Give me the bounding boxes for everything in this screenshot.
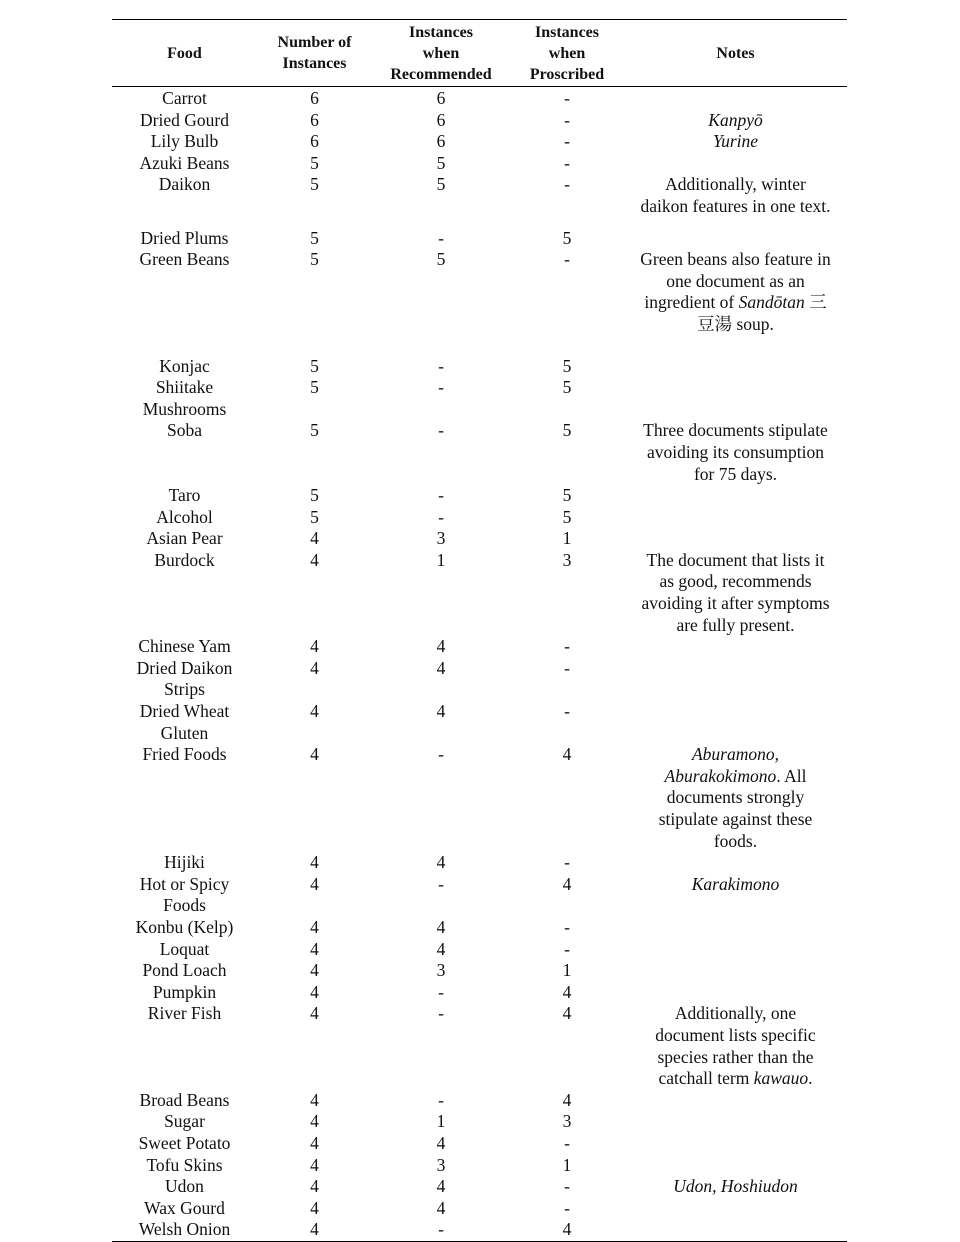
note-term: kawauo bbox=[753, 1068, 809, 1089]
cell-food: Pond Loach bbox=[142, 960, 227, 981]
cell-proscribed: - bbox=[564, 174, 570, 195]
table-row bbox=[112, 960, 847, 982]
cell-food: Taro bbox=[168, 485, 201, 506]
table-body bbox=[112, 87, 847, 1241]
cell-number: 4 bbox=[310, 1197, 319, 1218]
cell-food: Asian Pear bbox=[146, 528, 223, 549]
cell-number: 5 bbox=[310, 152, 319, 173]
cell-recommended: 1 bbox=[436, 1111, 446, 1132]
cell-number: 4 bbox=[310, 873, 319, 894]
cell-recommended: 4 bbox=[436, 1132, 446, 1153]
cell-number: 4 bbox=[310, 657, 319, 678]
cell-proscribed: 5 bbox=[562, 355, 572, 376]
cell-proscribed: - bbox=[564, 916, 570, 937]
cell-food: River Fish bbox=[147, 1003, 222, 1024]
table-row bbox=[112, 1090, 847, 1112]
cell-proscribed: 4 bbox=[562, 1003, 572, 1024]
cell-recommended: - bbox=[438, 1089, 444, 1110]
cell-number: 6 bbox=[310, 131, 319, 152]
cell-note: Udon, Hoshiudon bbox=[673, 1176, 798, 1197]
cell-recommended: 4 bbox=[436, 636, 446, 657]
cell-proscribed: 3 bbox=[562, 549, 572, 570]
cell-recommended: - bbox=[438, 744, 444, 765]
cell-recommended: 5 bbox=[436, 152, 446, 173]
table-row bbox=[112, 744, 847, 852]
cell-food: Hot or Spicy Foods bbox=[139, 873, 230, 916]
cell-food: Daikon bbox=[158, 174, 211, 195]
cell-food: Loquat bbox=[159, 938, 210, 959]
cell-recommended: - bbox=[438, 420, 444, 441]
cell-number: 4 bbox=[310, 916, 319, 937]
cell-number: 5 bbox=[310, 249, 319, 270]
cell-note bbox=[624, 744, 847, 852]
cell-food: Dried Gourd bbox=[140, 109, 229, 130]
cell-proscribed: 4 bbox=[562, 744, 572, 765]
cell-food: Soba bbox=[167, 420, 202, 441]
cell-number: 4 bbox=[310, 1111, 319, 1132]
cell-proscribed: 5 bbox=[562, 485, 572, 506]
cell-number: 6 bbox=[310, 88, 319, 108]
cell-food: Azuki Beans bbox=[139, 152, 230, 173]
cell-proscribed: - bbox=[564, 88, 570, 108]
cell-recommended: 5 bbox=[436, 174, 446, 195]
cell-proscribed: 4 bbox=[562, 981, 572, 1002]
table-row bbox=[112, 356, 847, 378]
note-term: Sandōtan bbox=[738, 292, 805, 313]
cell-number: 4 bbox=[310, 981, 319, 1002]
cell-proscribed: - bbox=[564, 1176, 570, 1197]
cell-food: Shiitake Mushrooms bbox=[142, 377, 227, 419]
cell-recommended: 4 bbox=[436, 1176, 446, 1197]
cell-recommended: - bbox=[438, 981, 444, 1002]
note-text: . All documents strongly stipulate against these foods. bbox=[658, 765, 813, 851]
cell-proscribed: - bbox=[564, 852, 570, 873]
cell-note: Yurine bbox=[712, 131, 759, 152]
cell-proscribed: 1 bbox=[562, 1154, 572, 1175]
cell-proscribed: - bbox=[564, 109, 570, 130]
table-row bbox=[112, 131, 847, 153]
cell-food: Dried Plums bbox=[140, 227, 229, 248]
cell-number: 4 bbox=[310, 960, 319, 981]
cell-number: 4 bbox=[310, 1003, 319, 1024]
cell-proscribed: 1 bbox=[562, 960, 572, 981]
table-row bbox=[112, 917, 847, 939]
table-row bbox=[112, 701, 847, 744]
cell-food: Fried Foods bbox=[142, 744, 227, 765]
table-row bbox=[112, 420, 847, 485]
table-row bbox=[112, 636, 847, 658]
cell-food: Konjac bbox=[159, 355, 210, 376]
cell-recommended: 4 bbox=[436, 916, 446, 937]
cell-recommended: - bbox=[438, 377, 444, 398]
cell-proscribed: - bbox=[564, 1132, 570, 1153]
note-text: 三 豆湯 soup. bbox=[697, 292, 827, 334]
cell-proscribed: - bbox=[564, 131, 570, 152]
cell-food: Konbu (Kelp) bbox=[135, 916, 234, 937]
cell-food: Sugar bbox=[164, 1111, 205, 1132]
cell-recommended: 5 bbox=[436, 249, 446, 270]
cell-number: 6 bbox=[310, 109, 319, 130]
note-term: Aburamono, Aburakokimono bbox=[664, 744, 779, 786]
cell-number: 4 bbox=[310, 1089, 319, 1110]
table-row bbox=[112, 528, 847, 550]
cell-proscribed: - bbox=[564, 938, 570, 959]
cell-food: Lily Bulb bbox=[150, 131, 219, 152]
cell-recommended: - bbox=[438, 1003, 444, 1024]
note-text: Additionally, one document lists specific species rather than the catchall term bbox=[655, 1003, 816, 1089]
cell-number: 4 bbox=[310, 852, 319, 873]
cell-food: Wax Gourd bbox=[144, 1197, 225, 1218]
cell-proscribed: - bbox=[564, 152, 570, 173]
cell-recommended: 3 bbox=[436, 1154, 446, 1175]
cell-recommended: 4 bbox=[436, 938, 446, 959]
table-row bbox=[112, 88, 847, 110]
table-row bbox=[112, 658, 847, 701]
header-notes: Notes bbox=[716, 44, 755, 62]
cell-number: 4 bbox=[310, 1176, 319, 1197]
cell-recommended: 3 bbox=[436, 528, 446, 549]
note-text: . bbox=[808, 1068, 813, 1089]
note-text: Green beans also feature in one document as an ingredient of bbox=[640, 249, 831, 313]
cell-proscribed: 4 bbox=[562, 1089, 572, 1110]
cell-proscribed: - bbox=[564, 657, 570, 678]
cell-recommended: 6 bbox=[436, 131, 446, 152]
cell-recommended: 3 bbox=[436, 960, 446, 981]
cell-food: Dried Daikon Strips bbox=[136, 657, 233, 700]
cell-recommended: 4 bbox=[436, 701, 446, 722]
cell-recommended: 6 bbox=[436, 109, 446, 130]
table-row bbox=[112, 153, 847, 175]
cell-recommended: 4 bbox=[436, 1197, 446, 1218]
cell-food: Alcohol bbox=[156, 506, 213, 527]
cell-proscribed: - bbox=[564, 701, 570, 722]
cell-food: Hijiki bbox=[164, 852, 205, 873]
cell-note bbox=[624, 249, 847, 335]
cell-food: Carrot bbox=[162, 88, 207, 108]
cell-food: Sweet Potato bbox=[138, 1132, 231, 1153]
table-row bbox=[112, 852, 847, 874]
cell-proscribed: 5 bbox=[562, 506, 572, 527]
cell-note: Three documents stipulate avoiding its consumption for 75 days. bbox=[643, 420, 828, 484]
cell-food: Burdock bbox=[154, 549, 215, 570]
cell-number: 4 bbox=[310, 528, 319, 549]
cell-number: 4 bbox=[310, 1132, 319, 1153]
cell-proscribed: - bbox=[564, 1197, 570, 1218]
cell-food: Pumpkin bbox=[152, 981, 217, 1002]
table-row bbox=[112, 249, 847, 335]
cell-number: 5 bbox=[310, 355, 319, 376]
cell-number: 5 bbox=[310, 227, 319, 248]
cell-note: Additionally, winter daikon features in one text. bbox=[640, 174, 831, 216]
cell-number: 5 bbox=[310, 174, 319, 195]
table-row bbox=[112, 485, 847, 507]
cell-number: 5 bbox=[310, 506, 319, 527]
cell-food: Tofu Skins bbox=[146, 1154, 223, 1175]
table-row bbox=[112, 1155, 847, 1177]
cell-proscribed: 5 bbox=[562, 377, 572, 398]
table-row bbox=[112, 228, 847, 250]
table-row bbox=[112, 874, 847, 917]
header-instances-proscribed: Instances when Proscribed bbox=[529, 23, 605, 83]
cell-note: Karakimono bbox=[691, 873, 780, 894]
food-table bbox=[112, 19, 847, 1242]
cell-number: 5 bbox=[310, 485, 319, 506]
cell-proscribed: - bbox=[564, 249, 570, 270]
cell-number: 4 bbox=[310, 938, 319, 959]
header-number-of-instances: Number of Instances bbox=[277, 34, 352, 72]
cell-recommended: 6 bbox=[436, 88, 446, 108]
table-header bbox=[112, 20, 847, 87]
cell-recommended: - bbox=[438, 506, 444, 527]
cell-recommended: 1 bbox=[436, 549, 446, 570]
table-row bbox=[112, 1198, 847, 1220]
cell-food: Broad Beans bbox=[139, 1089, 230, 1110]
cell-number: 5 bbox=[310, 420, 319, 441]
table-row bbox=[112, 982, 847, 1004]
cell-recommended: 4 bbox=[436, 657, 446, 678]
cell-recommended: 4 bbox=[436, 852, 446, 873]
cell-number: 4 bbox=[310, 1154, 319, 1175]
cell-proscribed: 1 bbox=[562, 528, 572, 549]
cell-recommended: - bbox=[438, 355, 444, 376]
cell-proscribed: 4 bbox=[562, 1219, 572, 1240]
table-row bbox=[112, 110, 847, 132]
cell-note: The document that lists it as good, recommends avoiding it after symptoms are fully present. bbox=[641, 549, 830, 635]
cell-number: 4 bbox=[310, 636, 319, 657]
cell-food: Chinese Yam bbox=[138, 636, 231, 657]
cell-number: 4 bbox=[310, 744, 319, 765]
cell-proscribed: 5 bbox=[562, 227, 572, 248]
cell-proscribed: 3 bbox=[562, 1111, 572, 1132]
cell-proscribed: 4 bbox=[562, 873, 572, 894]
header-food: Food bbox=[167, 44, 202, 62]
cell-food: Udon bbox=[165, 1176, 204, 1197]
cell-number: 4 bbox=[310, 1219, 319, 1240]
cell-number: 4 bbox=[310, 701, 319, 722]
cell-note bbox=[624, 1003, 847, 1089]
table-row bbox=[112, 1176, 847, 1198]
table-row bbox=[112, 1003, 847, 1089]
cell-recommended: - bbox=[438, 485, 444, 506]
cell-recommended: - bbox=[438, 1219, 444, 1240]
table-row bbox=[112, 1133, 847, 1155]
cell-number: 4 bbox=[310, 549, 319, 570]
cell-food: Dried Wheat Gluten bbox=[139, 701, 230, 743]
cell-proscribed: - bbox=[564, 636, 570, 657]
cell-recommended: - bbox=[438, 227, 444, 248]
table-row bbox=[112, 377, 847, 420]
cell-number: 5 bbox=[310, 377, 319, 398]
table-row bbox=[112, 507, 847, 529]
table-row bbox=[112, 1111, 847, 1133]
cell-recommended: - bbox=[438, 873, 444, 894]
cell-note: Kanpyō bbox=[708, 109, 763, 130]
table-row bbox=[112, 174, 847, 217]
header-instances-recommended: Instances when Recommended bbox=[390, 23, 492, 83]
cell-proscribed: 5 bbox=[562, 420, 572, 441]
table-row bbox=[112, 550, 847, 636]
cell-food: Welsh Onion bbox=[138, 1219, 231, 1240]
table-row bbox=[112, 939, 847, 961]
cell-food: Green Beans bbox=[139, 249, 230, 270]
